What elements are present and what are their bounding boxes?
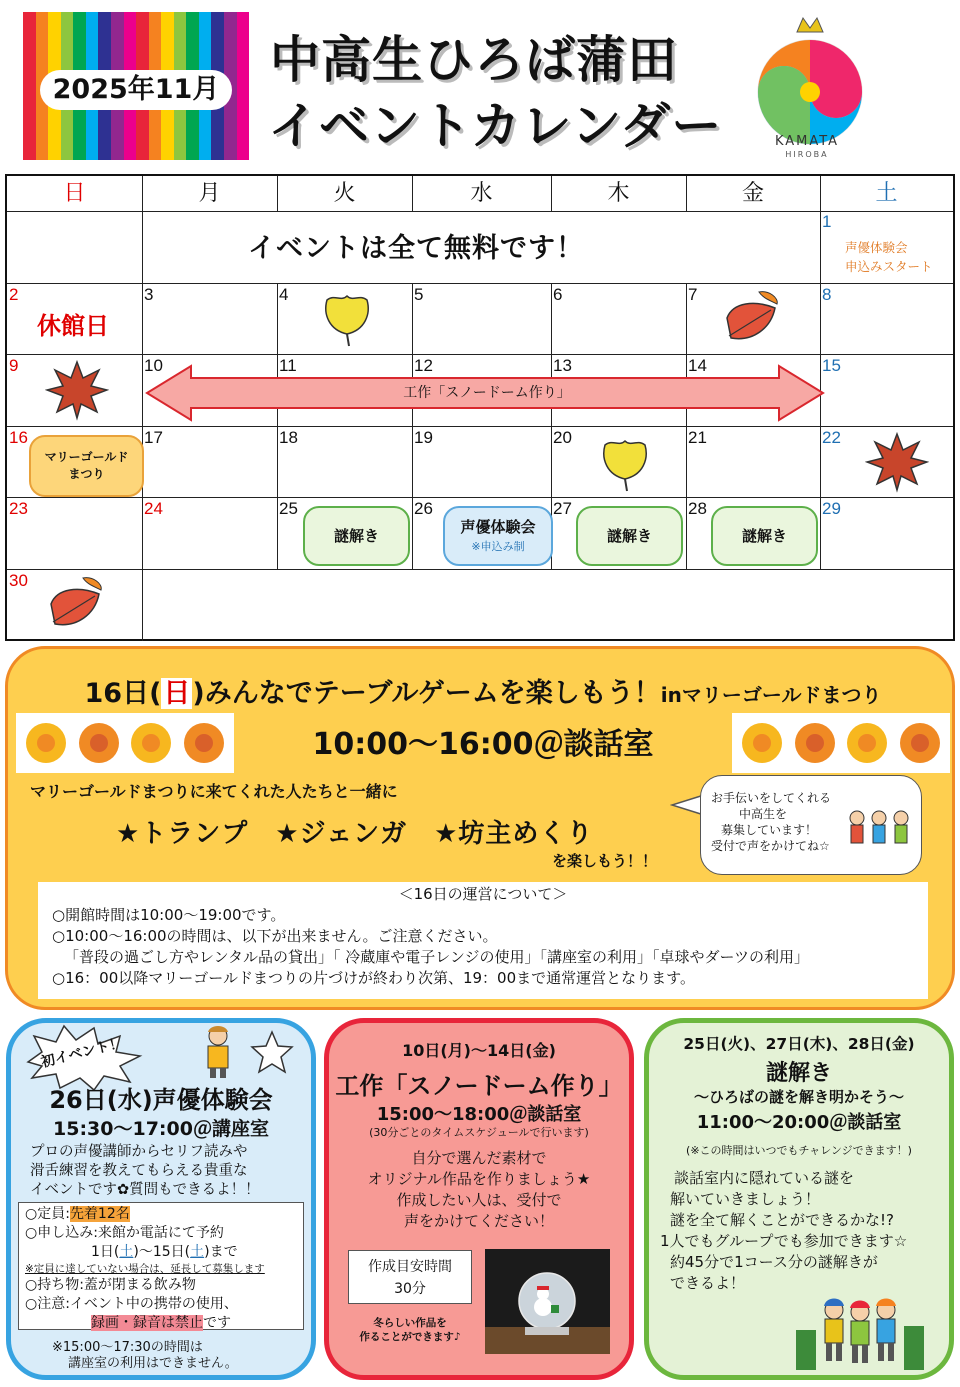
- riddle-time: 11:00～20:00＠談話室: [696, 1112, 902, 1133]
- weekday-thu: 木: [607, 181, 630, 206]
- craft-duration-box: 作成目安時間 30分: [348, 1250, 472, 1304]
- day-number: 23: [9, 499, 28, 518]
- riddle-time-note: (※この時間はいつでもチャレンジできます！): [686, 1144, 912, 1157]
- day-number: 15: [822, 356, 841, 375]
- craft-caption: 冬らしい作品を 作ることができます♪: [359, 1317, 461, 1343]
- day-number: 20: [553, 428, 572, 447]
- voice-footnote: ※15:00～17:30の時間は 講座室の利用はできません。: [52, 1340, 238, 1371]
- day-number: 18: [279, 428, 298, 447]
- weekday-sun: 日: [63, 181, 86, 206]
- riddle-title: 謎解き: [765, 1061, 832, 1086]
- children-icon: [845, 806, 915, 850]
- helper-recruit-bubble: お手伝いをしてくれる 中高生を 募集しています！ 受付で声をかけてね☆: [700, 775, 922, 875]
- explorers-illustration-icon: [796, 1290, 924, 1370]
- page-title-line2: イベントカレンダー: [268, 97, 723, 155]
- closed-day-label: 休館日: [37, 312, 109, 340]
- day-number: 7: [688, 285, 698, 304]
- table-game-section: [5, 646, 955, 1010]
- craft-time: 15:00～18:00＠談話室: [376, 1104, 582, 1125]
- day-number: 2: [9, 285, 19, 304]
- riddle-dates: 25日(火)、27日(木)、28日(金): [683, 1035, 915, 1053]
- weekday-mon: 月: [198, 181, 221, 206]
- event-calendar: [5, 174, 955, 641]
- day-number: 21: [688, 428, 707, 447]
- weekday-fri: 金: [741, 181, 764, 206]
- logo-subtext: HIROBA: [785, 150, 829, 159]
- riddle-badge: 謎解き: [576, 506, 683, 566]
- day-number: 29: [822, 499, 841, 518]
- riddle-description: 談話室内に隠れている謎を 解いていきましょう！ 謎を全て解くことができるかな!? 1人でもグループでも参加できます☆ 約45分で1コース分の謎解きが できるよ！: [660, 1169, 908, 1292]
- craft-schedule-note: (30分ごとのタイムスケジュールで行います): [369, 1126, 589, 1139]
- ginkgo-leaf-icon: [319, 290, 375, 348]
- table-game-title: 16日(日)みんなでテーブルゲームを楽しもう！inマリーゴールドまつり: [84, 678, 882, 709]
- voice-workshop-badge: 声優体験会 ※申込み制: [443, 506, 553, 566]
- riddle-subtitle: ～ひろばの謎を解き明かそう～: [693, 1088, 904, 1106]
- day-number: 24: [144, 499, 163, 518]
- riddle-badge: 謎解き: [711, 506, 818, 566]
- operation-notice: ＜16日の運営について＞ ○開館時間は10:00～19:00です。 ○10:00～16:00の時間は、以下が出来ません。ご注意ください。 「普段の過ごし方やレンタル品の貸出」「 冷蔵庫や電子レンジの使用」「講座室の利用」「卓球やダーツの利用」 ○16：00以降マリーゴールドまつりの片づけが終わり次第、19：00まで通常運営となります。: [38, 882, 928, 999]
- day-number: 28: [688, 499, 707, 518]
- stripe: [23, 12, 36, 160]
- autumn-leaf-icon: [43, 574, 109, 636]
- first-event-badge: 初イベント！: [39, 1035, 125, 1071]
- table-game-list: ★トランプ ★ジェンガ ★坊主めくり: [116, 819, 594, 849]
- day-number: 9: [9, 356, 19, 375]
- ginkgo-leaf-icon: [597, 434, 653, 494]
- craft-description: 自分で選んだ素材で オリジナル作品を作りましょう★ 作成したい人は、受付で 声をかけてください！: [367, 1149, 591, 1230]
- day-number: 4: [279, 285, 289, 304]
- day-number: 14: [688, 356, 707, 375]
- table-game-enjoy: を楽しもう！！: [552, 852, 658, 870]
- table-game-intro: マリーゴールドまつりに来てくれた人たちと一緒に: [30, 782, 398, 801]
- voice-title: 26日(水)声優体験会: [49, 1086, 273, 1114]
- craft-title: 工作「スノードーム作り」: [335, 1072, 623, 1100]
- day-number: 27: [553, 499, 572, 518]
- day-number: 25: [279, 499, 298, 518]
- day-number: 13: [553, 356, 572, 375]
- day-number: 30: [9, 571, 28, 590]
- month-label: 2025年11月: [40, 70, 232, 110]
- day-number: 19: [414, 428, 433, 447]
- day-number: 6: [553, 285, 563, 304]
- day-number: 3: [144, 285, 154, 304]
- day-number: 8: [822, 285, 832, 304]
- craft-dates: 10日(月)～14日(金): [402, 1041, 556, 1060]
- voice-description: プロの声優講師からセリフ読みや 滑舌練習を教えてもらえる貴重な イベントです✿質問もできるよ！！: [30, 1144, 260, 1198]
- day-number: 10: [144, 356, 163, 375]
- day-number: 17: [144, 428, 163, 447]
- day-number: 5: [414, 285, 424, 304]
- day-number: 16: [9, 428, 28, 447]
- marigold-festival-badge: マリーゴールド まつり: [29, 435, 144, 497]
- maple-leaf-icon: [45, 358, 109, 422]
- day-number: 11: [279, 356, 297, 375]
- weekday-sat: 土: [875, 181, 898, 206]
- day-number: 1: [822, 212, 832, 231]
- stripe: [237, 12, 249, 160]
- snow-globe-photo: [485, 1249, 610, 1354]
- voice-time: 15:30～17:00＠講座室: [53, 1118, 269, 1140]
- maple-leaf-icon: [865, 430, 929, 494]
- riddle-badge: 謎解き: [303, 506, 410, 566]
- table-game-time: 10:00～16:00＠談話室: [312, 727, 654, 762]
- page-title-line1: 中高生ひろば蒲田: [270, 31, 678, 89]
- free-events-message: イベントは全て無料です！: [248, 233, 584, 264]
- singer-illustration-icon: [196, 1024, 242, 1080]
- weekday-wed: 水: [470, 181, 493, 206]
- autumn-leaf-icon: [719, 288, 785, 350]
- weekday-tue: 火: [333, 181, 356, 206]
- logo-text: KAMATA: [774, 134, 840, 149]
- day-number: 12: [414, 356, 433, 375]
- voice-details-box: ○定員:先着12名 ○申し込み:来館か電話にて予約 1日(土)～15日(土)まで ※定員に達していない場合は、延長して募集します ○持ち物:蓋が閉まる飲み物 ○注意:イベント中の携帯の使用、 録画・録音は禁止です: [18, 1202, 304, 1330]
- craft-period-label: 工作「スノードーム作り」: [403, 385, 571, 401]
- voice-signup-note: 声優体験会 申込みスタート: [845, 240, 933, 274]
- day-number: 22: [822, 428, 841, 447]
- star-character-icon: [250, 1030, 294, 1074]
- day-number: 26: [414, 499, 433, 518]
